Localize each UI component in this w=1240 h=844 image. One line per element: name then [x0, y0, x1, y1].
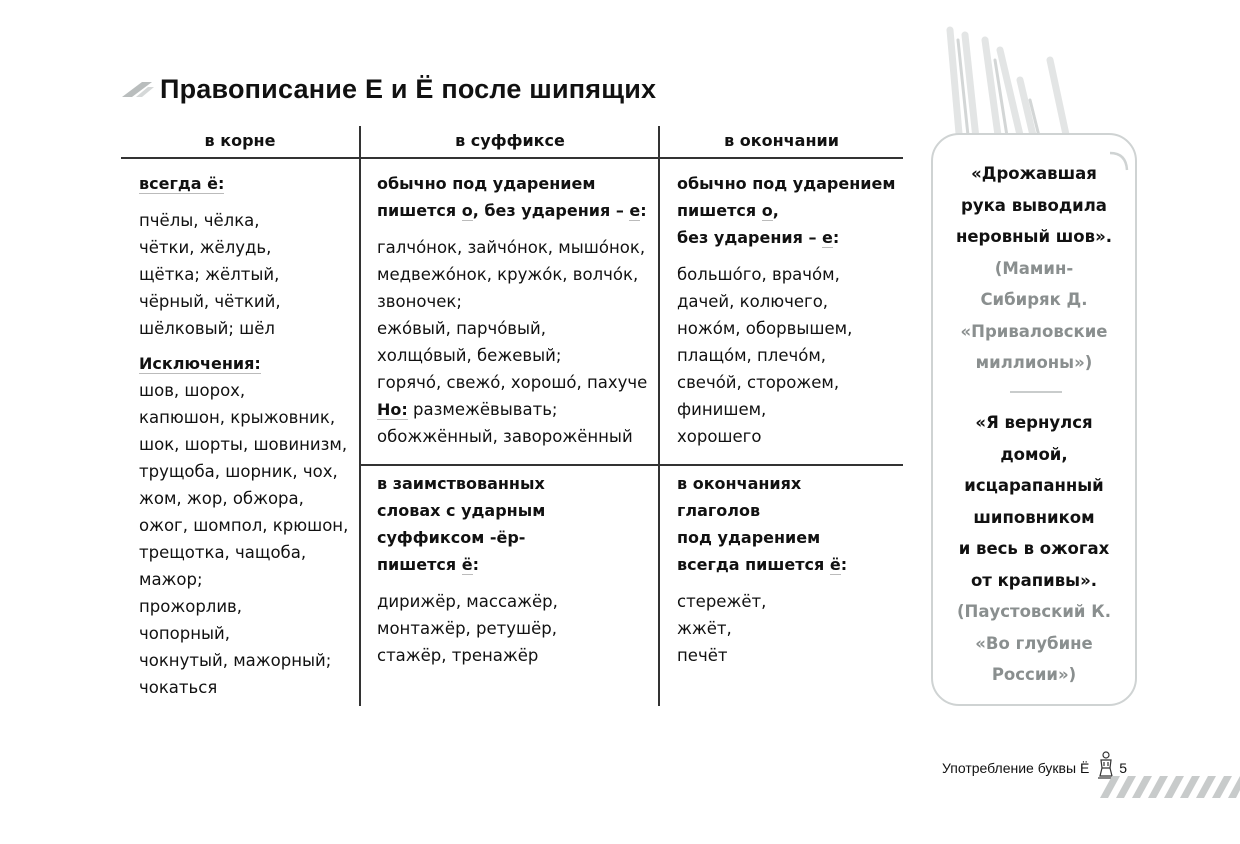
- quote-source-line: (Мамин-: [994, 258, 1074, 278]
- list-item: стережёт,: [677, 592, 767, 611]
- page-title: Правописание Е и Ё после шипящих: [160, 73, 657, 104]
- quote-line: домой,: [1000, 444, 1068, 464]
- list-item: обожжённый, заворожённый: [377, 427, 633, 446]
- list-item: пчёлы, чёлка,: [139, 211, 260, 230]
- list-item: ежо́вый, парчо́вый,: [377, 319, 547, 338]
- list-item: шок, шорты, шовинизм,: [139, 435, 348, 454]
- quote-line: от крапивы».: [970, 570, 1098, 590]
- list-item: медвежо́нок, кружо́к, волчо́к,: [377, 265, 639, 284]
- quote-separator: [1010, 391, 1062, 393]
- verb-lead-line: в окончаниях: [677, 474, 802, 493]
- page-title-row: [122, 72, 656, 106]
- ending-lead-line-2: пишется о,: [677, 201, 779, 220]
- quote-source-line: (Паустовский К.: [957, 602, 1111, 621]
- column-header-ending: в окончании: [724, 131, 839, 150]
- list-item: прожорлив,: [139, 597, 243, 616]
- cell-ending-verbs: [677, 470, 901, 669]
- suffix-lead-line-1: обычно под ударением: [377, 174, 596, 193]
- quote-1: [931, 158, 1137, 379]
- quote-source-line: «Во глубине: [975, 633, 1093, 653]
- list-item: дирижёр, массажёр,: [377, 592, 558, 611]
- quote-line: исцарапанный: [964, 476, 1104, 495]
- list-item: жжёт,: [677, 619, 732, 638]
- list-item: трещотка, чащоба,: [139, 543, 307, 562]
- list-item: галчо́нок, зайчо́нок, мышо́нок,: [377, 238, 646, 257]
- list-item: печёт: [677, 646, 728, 665]
- but-line: Но: размежёвывать;: [377, 400, 558, 419]
- root-lead: всегда ё:: [139, 174, 225, 193]
- borrowed-lead-line: в заимствованных: [377, 474, 545, 493]
- quote-source-line: «Приваловские: [960, 321, 1108, 341]
- page-number: 5: [1119, 760, 1128, 776]
- quote-line: шиповником: [973, 507, 1095, 527]
- column-header-root: в корне: [204, 131, 276, 150]
- list-item: щётка; жёлтый,: [139, 265, 280, 284]
- list-item: капюшон, крыжовник,: [139, 408, 336, 427]
- header-rule: [121, 157, 903, 159]
- quote-line: «Я вернулся: [975, 413, 1093, 432]
- decorative-stripes: [1100, 770, 1240, 800]
- borrowed-lead-line: словах с ударным: [377, 501, 546, 520]
- list-item: большо́го, врачо́м,: [677, 265, 840, 284]
- list-item: дачей, колючего,: [677, 292, 829, 311]
- verb-lead-line: глаголов: [677, 501, 761, 520]
- list-item: свечо́й, сторожем,: [677, 373, 840, 392]
- borrowed-lead-line: пишется ё:: [377, 555, 479, 574]
- list-item: монтажёр, ретушёр,: [377, 619, 558, 638]
- list-item: чёрный, чёткий,: [139, 292, 281, 311]
- list-item: шёлковый; шёл: [139, 319, 275, 338]
- cell-suffix-main: [377, 170, 659, 450]
- list-item: трущоба, шорник, чох,: [139, 462, 338, 481]
- quote-2: [931, 407, 1137, 691]
- list-item: звоночек;: [377, 292, 462, 311]
- list-item: чопорный,: [139, 624, 230, 643]
- list-item: стажёр, тренажёр: [377, 646, 539, 665]
- list-item: плащо́м, плечо́м,: [677, 346, 827, 365]
- list-item: финишем,: [677, 400, 767, 419]
- list-item: ножо́м, оборвышем,: [677, 319, 853, 338]
- quote-line: и весь в ожогах: [958, 539, 1110, 558]
- but-label: Но:: [377, 400, 408, 419]
- exceptions-label: Исключения:: [139, 354, 261, 373]
- cell-root: [139, 170, 361, 701]
- cell-suffix-borrowed: [377, 470, 659, 669]
- ending-lead-line-1: обычно под ударением: [677, 174, 896, 193]
- list-item: мажор;: [139, 570, 203, 589]
- list-item: шов, шорох,: [139, 381, 246, 400]
- ending-lead-line-3: без ударения – е:: [677, 228, 840, 247]
- quote-source-line: Сибиряк Д.: [980, 290, 1088, 309]
- list-item: ожог, шомпол, крюшон,: [139, 516, 349, 535]
- quote-line: «Дрожавшая: [971, 164, 1097, 183]
- list-item: холщо́вый, бежевый;: [377, 346, 562, 365]
- row-divider: [360, 464, 903, 466]
- list-item: чокнутый, мажорный;: [139, 651, 332, 670]
- title-stroke-icon: [122, 80, 154, 98]
- list-item: чокаться: [139, 678, 218, 697]
- list-item: чётки, жёлудь,: [139, 238, 272, 257]
- list-item: горячо́, свежо́, хорошо́, пахуче: [377, 373, 648, 392]
- list-item: жом, жор, обжора,: [139, 489, 304, 508]
- verb-lead-line: под ударением: [677, 528, 821, 547]
- verb-lead-line: всегда пишется ё:: [677, 555, 848, 574]
- borrowed-lead-line: суффиксом -ёр-: [377, 528, 526, 547]
- footer-title: Употребление буквы Ё: [942, 760, 1090, 776]
- suffix-lead-line-2: пишется о, без ударения – е:: [377, 201, 647, 220]
- quote-line: рука выводила: [961, 195, 1107, 215]
- quote-source-line: миллионы»): [975, 353, 1093, 372]
- list-item: хорошего: [677, 427, 762, 446]
- quote-line: неровный шов».: [955, 227, 1113, 246]
- column-header-suffix: в суффиксе: [455, 131, 565, 150]
- quote-source-line: России»): [991, 665, 1077, 684]
- cell-ending-main: [677, 170, 901, 450]
